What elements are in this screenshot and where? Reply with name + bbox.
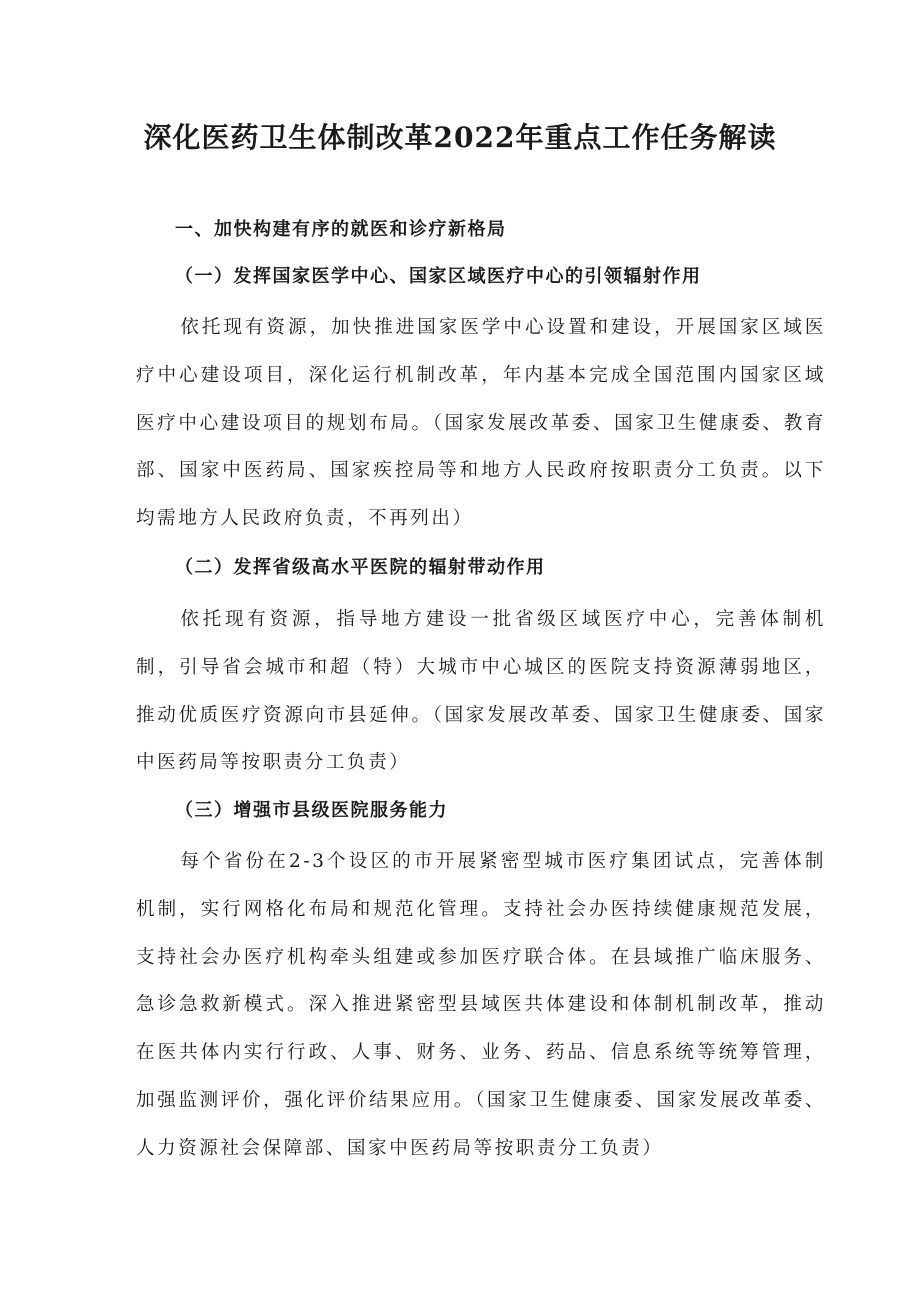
section-heading: 一、加快构建有序的就医和诊疗新格局	[175, 219, 507, 240]
subsection-heading-3: （三）增强市县级医院服务能力	[175, 800, 448, 821]
subsection-heading-1: （一）发挥国家医学中心、国家区域医疗中心的引领辐射作用	[175, 266, 702, 287]
subsection-body-2: 依托现有资源，指导地方建设一批省级区域医疗中心，完善体制机制，引导省会城市和超（特）大城市中心城区的医院支持资源薄弱地区，推动优质医疗资源向市县延伸。（国家发展改革委、国家卫生健康委、国家中医药局等按职责分工负责）	[136, 609, 826, 774]
subsection-body-1: 依托现有资源，加快推进国家医学中心设置和建设，开展国家区域医疗中心建设项目，深化运行机制改革，年内基本完成全国范围内国家区域医疗中心建设项目的规划布局。（国家发展改革委、国家卫生健康委、教育部、国家中医药局、国家疾控局等和地方人民政府按职责分工负责。以下均需地方人民政府负责，不再列出）	[136, 317, 826, 530]
subsection-body-3: 每个省份在2-3个设区的市开展紧密型城市医疗集团试点，完善体制机制，实行网格化布局和规范化管理。支持社会办医持续健康规范发展，支持社会办医疗机构牵头组建或参加医疗联合体。在县域推广临床服务、急诊急救新模式。深入推进紧密型县域医共体建设和体制机制改革，推动在医共体内实行行政、人事、财务、业务、药品、信息系统等统筹管理，加强监测评价，强化评价结果应用。（国家卫生健康委、国家发展改革委、人力资源社会保障部、国家中医药局等按职责分工负责）	[136, 851, 826, 1159]
document-title: 深化医药卫生体制改革2022年重点工作任务解读	[143, 121, 777, 154]
subsection-heading-2: （二）发挥省级高水平医院的辐射带动作用	[175, 557, 546, 578]
